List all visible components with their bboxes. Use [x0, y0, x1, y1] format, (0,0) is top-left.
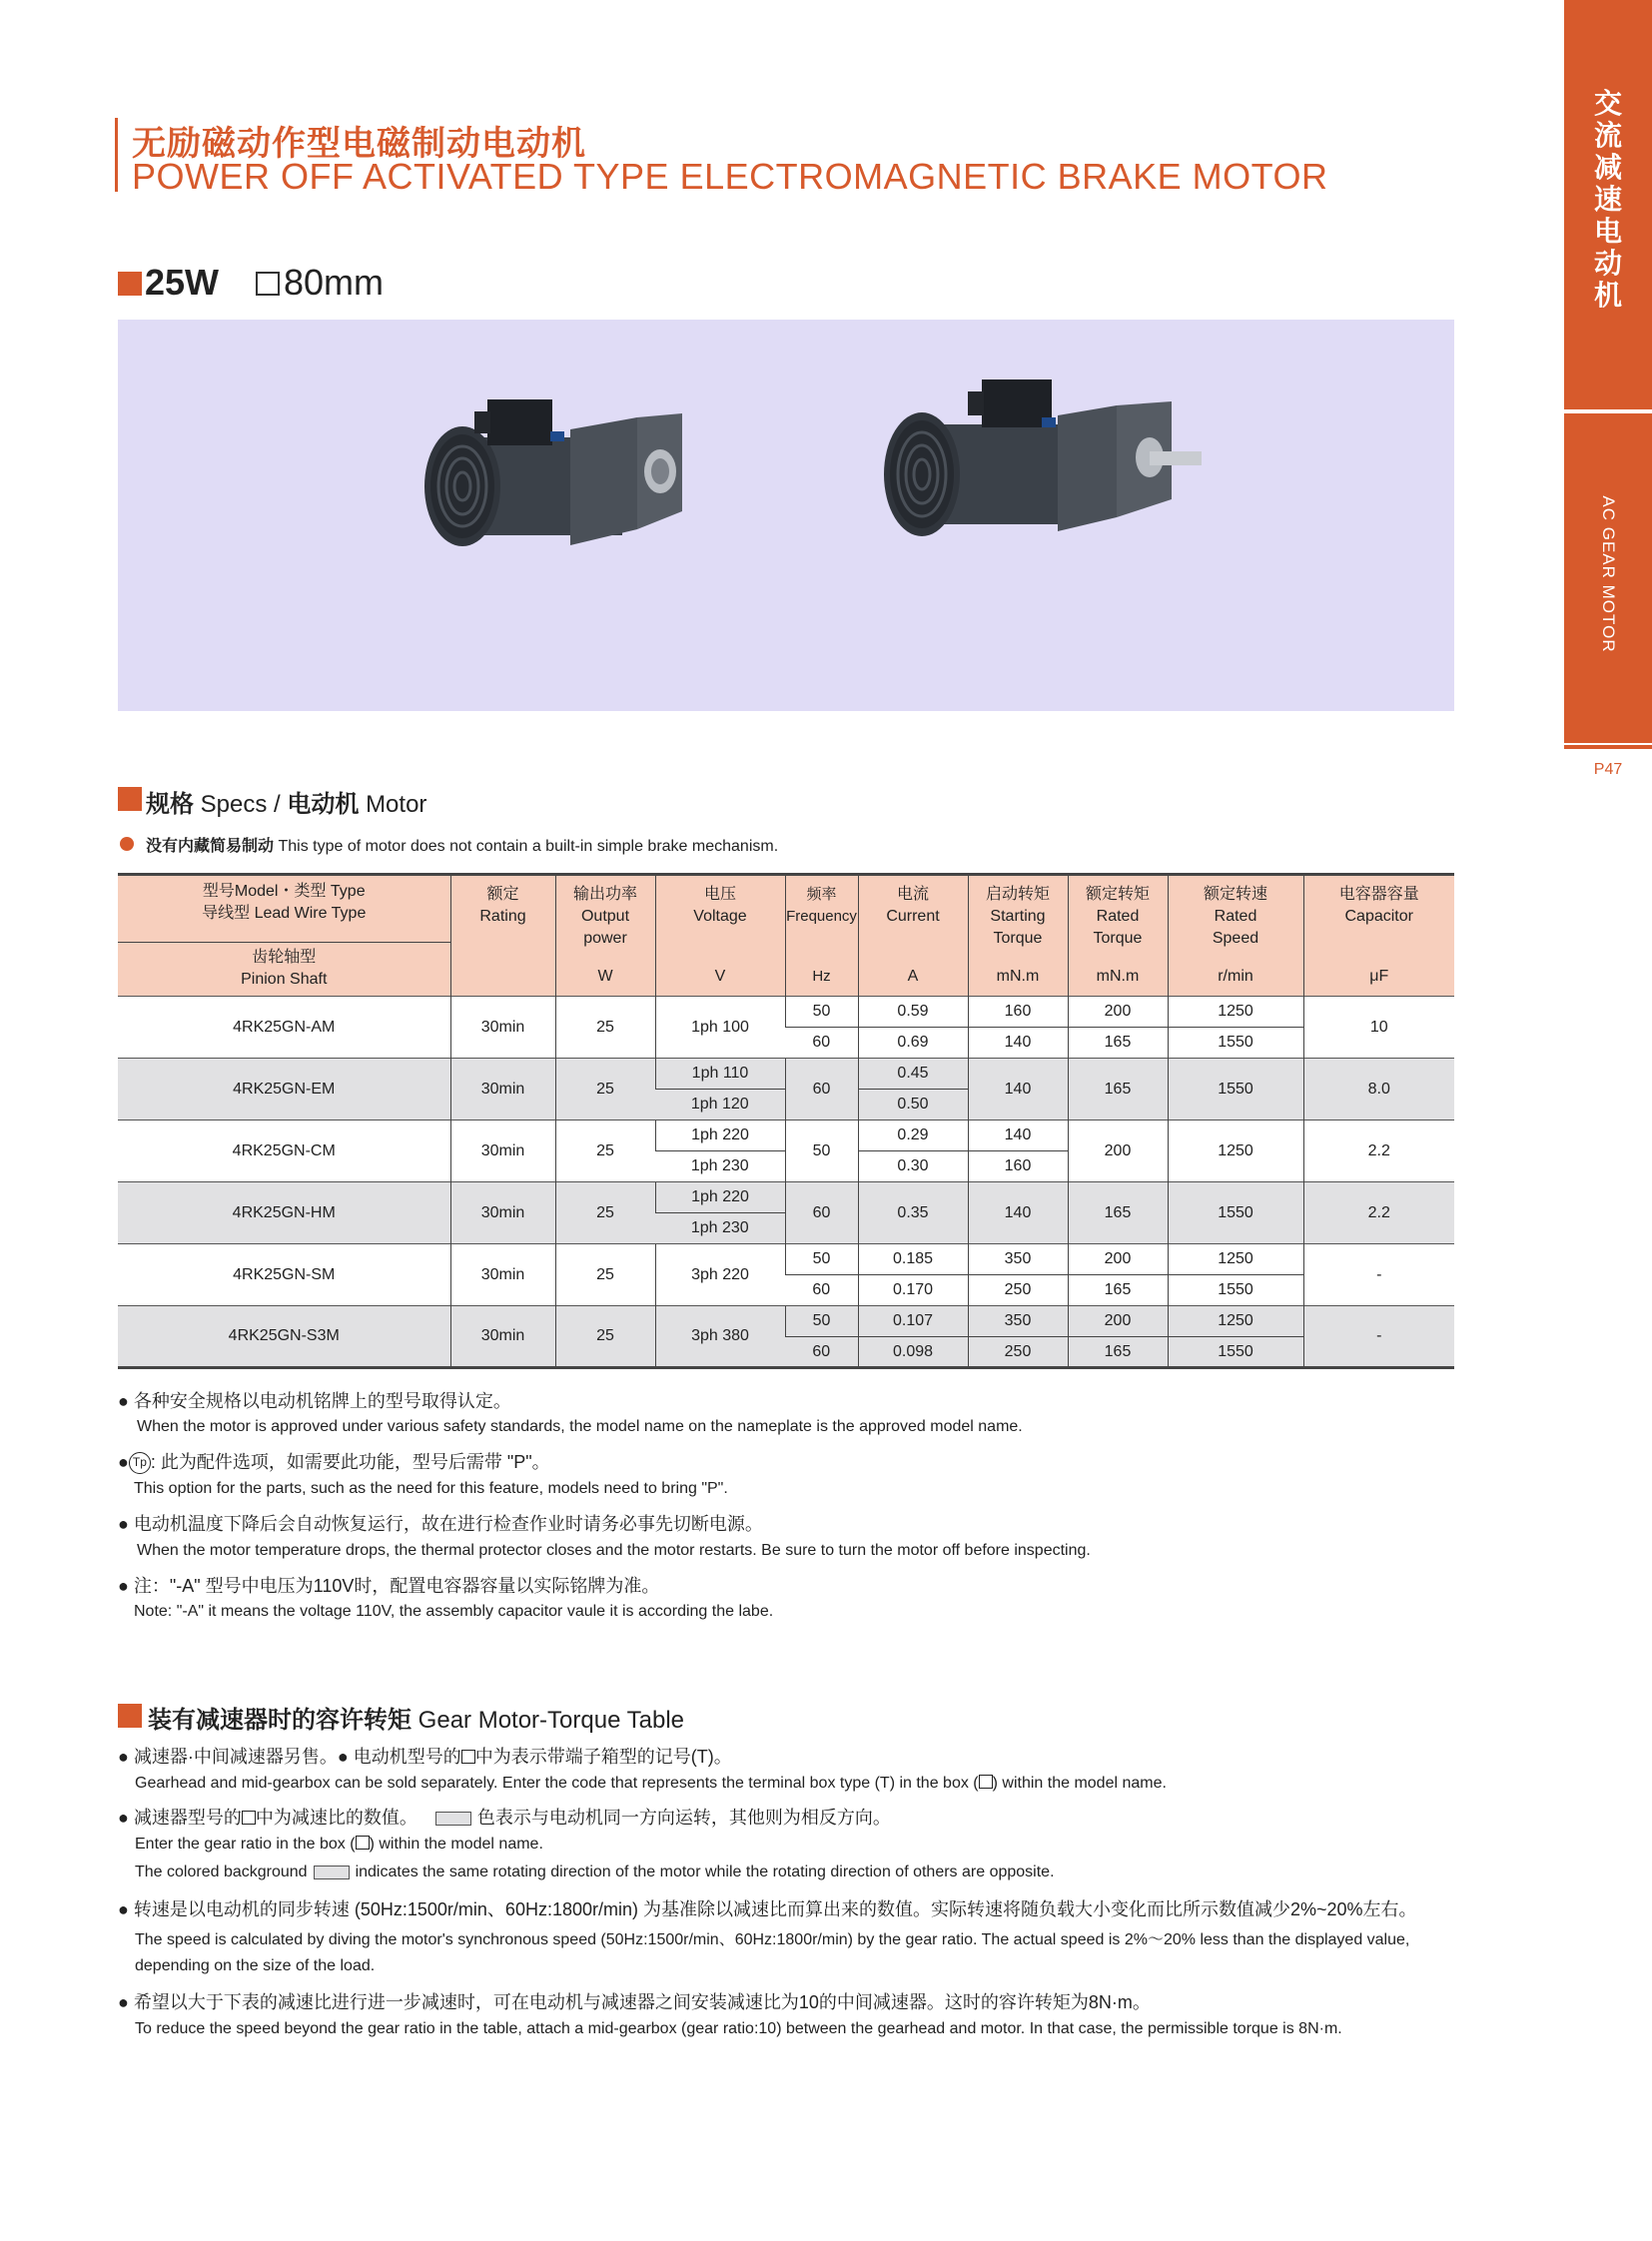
specs-section-marker: [118, 787, 142, 811]
frame-size-icon: [256, 272, 280, 296]
torque-bullet-4-cn: ● 希望以大于下表的减速比进行进一步减速时，可在电动机与减速器之间安装减速比为10的中间减速器。这时的容许转矩为8N·m。: [118, 1992, 1151, 2012]
torque-bullet-3-en-1: The speed is calculated by diving the motor's synchronous speed (50Hz:1500r/min、60Hz:1800r/min) by the gear ratio. The actual speed is 2%～20% less than the displayed value,: [135, 1931, 1410, 1948]
note-en-1: When the motor is approved under various safety standards, the model name on the nameplate is the approved model name.: [137, 1418, 1023, 1435]
header-frequency: 频率 Frequency Hz: [785, 875, 858, 997]
model-cell: 4RK25GN-CM: [118, 1120, 450, 1182]
model-box-icon: [242, 1811, 256, 1825]
note-cn-1: ● 各种安全规格以电动机铭牌上的型号取得认定。: [118, 1391, 511, 1411]
table-row: 4RK25GN-SM 30min 25 3ph 220 50 0.185 350 200 1250 -: [118, 1244, 1454, 1275]
header-capacitor: 电容器容量 Capacitor μF: [1303, 875, 1454, 997]
specs-section-title: 规格 Specs / 电动机 Motor: [146, 791, 427, 818]
specs-table: [118, 873, 1454, 1369]
header-rated-torque: 额定转矩 Rated Torque mN.m: [1068, 875, 1168, 997]
header-current: 电流 Current A: [858, 875, 968, 997]
note-en-4: Note: "-A" it means the voltage 110V, the assembly capacitor vaule it is according the labe.: [134, 1603, 774, 1620]
model-box-icon: [461, 1750, 475, 1764]
table-row: 4RK25GN-AM 30min 25 1ph 100 50 0.59 160 200 1250 10: [118, 997, 1454, 1028]
model-cell: 4RK25GN-EM: [118, 1059, 450, 1120]
product-photo-panel: [118, 320, 1454, 711]
torque-bullet-2-en-1: Enter the gear ratio in the box ( ) within the model name.: [135, 1836, 543, 1853]
table-row: 60 0.69 140 165 1550: [118, 1028, 1454, 1059]
table-row: 1ph 120 0.50: [118, 1090, 1454, 1120]
page-title-cn: 无励磁动作型电磁制动电动机: [132, 125, 586, 163]
torque-bullet-3-cn: ● 转速是以电动机的同步转速 (50Hz:1500r/min、60Hz:1800r/min) 为基准除以减速比而算出来的数值。实际转速将随负载大小变化而比所示数值减少2%~20%左右。: [118, 1899, 1417, 1919]
note-cn-3: ● 电动机温度下降后会自动恢复运行，故在进行检查作业时请务必事先切断电源。: [118, 1514, 763, 1534]
table-row: 60 0.170 250 165 1550: [118, 1275, 1454, 1306]
model-box-icon: [979, 1775, 993, 1789]
title-accent-bar: [115, 118, 118, 192]
brake-note: 没有内藏简易制动 This type of motor does not contain a built-in simple brake mechanism.: [146, 838, 779, 855]
note-en-3: When the motor temperature drops, the thermal protector closes and the motor restarts. Be sure to turn the motor off before inspecting.: [137, 1542, 1091, 1559]
torque-bullet-1-en: Gearhead and mid-gearbox can be sold separately. Enter the code that represents the terminal box type (T) in the box ( ) within the model name.: [135, 1775, 1167, 1792]
table-row: 4RK25GN-HM 30min 25 1ph 220 60 0.35 140 165 1550 2.2: [118, 1182, 1454, 1213]
header-starting-torque: 启动转矩 Starting Torque mN.m: [968, 875, 1068, 997]
table-row: 1ph 230 0.30 160: [118, 1151, 1454, 1182]
header-output: 输出功率 Output power W: [555, 875, 655, 997]
table-row: 4RK25GN-EM 30min 25 1ph 110 60 0.45 140 165 1550 8.0: [118, 1059, 1454, 1090]
note-en-2: This option for the parts, such as the need for this feature, models need to bring "P".: [134, 1480, 728, 1497]
model-cell: 4RK25GN-HM: [118, 1182, 450, 1244]
header-rated-speed: 额定转速 Rated Speed r/min: [1168, 875, 1303, 997]
torque-bullet-3-en-2: depending on the size of the load.: [135, 1957, 376, 1974]
torque-bullet-2-cn: ● 减速器型号的 中为减速比的数值。 色表示与电动机同一方向运转，其他则为相反方向。: [118, 1808, 891, 1828]
note-cn-2: ● Tp : 此为配件选项，如需要此功能，型号后需带 "P"。: [118, 1448, 550, 1474]
table-row: 4RK25GN-CM 30min 25 1ph 220 50 0.29 140 200 1250 2.2: [118, 1120, 1454, 1151]
side-tab-en-label: AC GEAR MOTOR: [1599, 495, 1618, 653]
header-model: 型号Model・类型 Type 导线型 Lead Wire Type 齿轮轴型 Pinion Shaft: [118, 875, 450, 997]
thermal-protector-icon: Tp: [129, 1452, 151, 1474]
torque-section-marker: [118, 1704, 142, 1728]
torque-bullet-2-en-2: The colored background indicates the same rotating direction of the motor while the rotating direction of others are opposite.: [135, 1864, 1055, 1880]
note-cn-4: ● 注："-A" 型号中电压为110V时，配置电容器容量以实际铭牌为准。: [118, 1576, 660, 1596]
motor-photo-left: [413, 399, 752, 609]
motor-photo-right: [872, 379, 1212, 599]
power-marker: [118, 272, 142, 296]
table-header-row: [118, 875, 1454, 997]
note-bullet-icon: [120, 837, 134, 851]
frame-size: 80mm: [284, 262, 385, 303]
power-rating: 25W: [145, 262, 220, 303]
same-direction-swatch: [314, 1866, 350, 1879]
torque-bullet-1-cn: ● 减速器·中间减速器另售。● 电动机型号的 中为表示带端子箱型的记号(T)。: [118, 1747, 732, 1767]
side-tab-cn-label: 交 流 减 速 电 动 机: [1593, 87, 1622, 312]
torque-section-title: 装有减速器时的容许转矩 Gear Motor-Torque Table: [148, 1707, 685, 1734]
header-voltage: 电压 Voltage V: [655, 875, 785, 997]
page-number: P47: [1593, 761, 1623, 778]
model-cell: 4RK25GN-SM: [118, 1244, 450, 1306]
page-title-en: POWER OFF ACTIVATED TYPE ELECTROMAGNETIC BRAKE MOTOR: [132, 156, 1328, 197]
model-cell: 4RK25GN-S3M: [118, 1306, 450, 1368]
header-rating: 额定 Rating: [450, 875, 555, 997]
model-cell: 4RK25GN-AM: [118, 997, 450, 1059]
torque-bullet-4-en: To reduce the speed beyond the gear ratio in the table, attach a mid-gearbox (gear ratio:10) between the gearhead and motor. In that case, the permissible torque is 8N·m.: [135, 2020, 1342, 2037]
model-box-icon: [356, 1836, 370, 1850]
same-direction-swatch: [435, 1812, 471, 1826]
table-row: 60 0.098 250 165 1550: [118, 1337, 1454, 1368]
side-tab-underline: [1564, 745, 1652, 749]
table-row: 1ph 230: [118, 1213, 1454, 1244]
table-row: 4RK25GN-S3M 30min 25 3ph 380 50 0.107 350 200 1250 -: [118, 1306, 1454, 1337]
